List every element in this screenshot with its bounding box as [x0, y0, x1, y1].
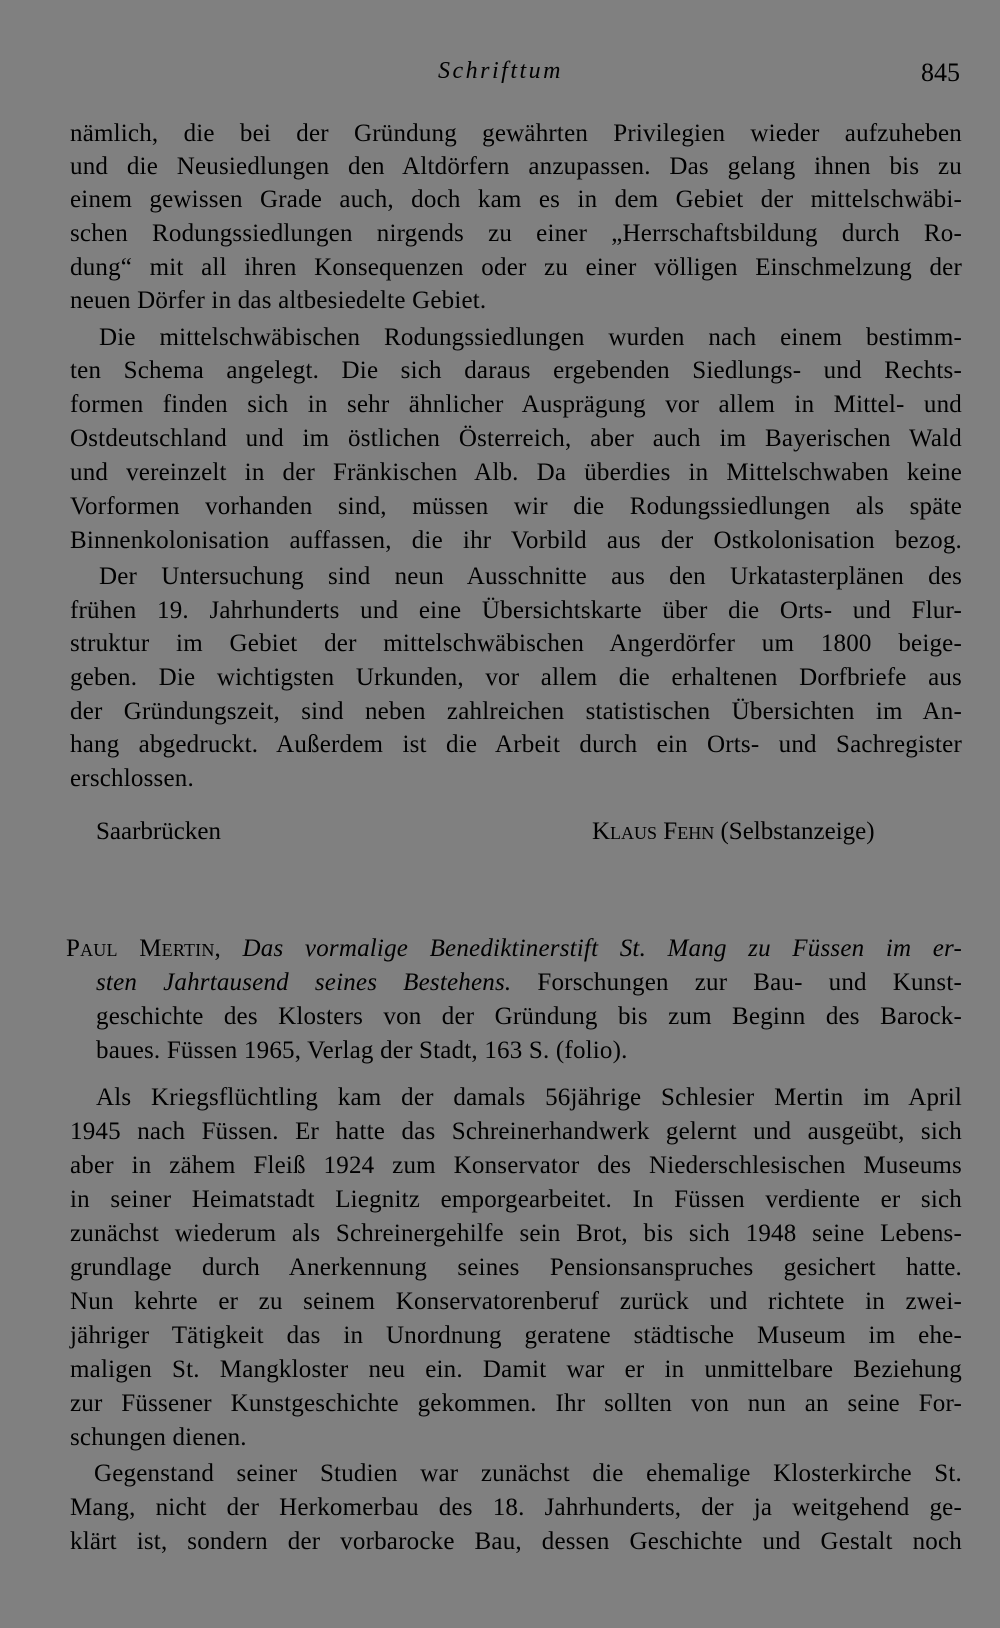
signature-author-line — [592, 818, 875, 846]
text-line: jähriger Tätigkeit das in Unordnung geratene städtische Museum im ehe- — [70, 1322, 962, 1349]
text-line: zur Füssener Kunstgeschichte gekommen. Ihr sollten von nun an seine For- — [70, 1390, 962, 1417]
text-line: formen finden sich in sehr ähnlicher Ausprägung vor allem in Mittel- und — [70, 391, 962, 418]
text-line: geben. Die wichtigsten Urkunden, vor allem die erhaltenen Dorfbriefe aus — [70, 664, 962, 691]
text-line: zunächst wiederum als Schreinergehilfe sein Brot, bis sich 1948 seine Lebens- — [70, 1220, 962, 1247]
signature-note: (Selbstanzeige) — [720, 818, 875, 845]
citation-line: Paul Mertin, Das vormalige Benediktinerstift St. Mang zu Füssen im er- — [66, 935, 963, 962]
text-line: Die mittelschwäbischen Rodungssiedlungen wurden nach einem bestimm- — [99, 324, 962, 351]
text-line: und vereinzelt in der Fränkischen Alb. Da überdies in Mittelschwaben keine — [70, 459, 962, 486]
text-line: ten Schema angelegt. Die sich daraus ergebenden Siedlungs- und Rechts- — [70, 357, 962, 384]
text-line: Ostdeutschland und im östlichen Österreich, aber auch im Bayerischen Wald — [70, 425, 962, 452]
text-line: schungen dienen. — [70, 1424, 247, 1451]
citation-line — [96, 966, 962, 999]
text-line: struktur im Gebiet der mittelschwäbischen Angerdörfer um 1800 beige- — [70, 630, 962, 657]
text-line: in seiner Heimatstadt Liegnitz emporgearbeitet. In Füssen verdiente er sich — [70, 1186, 962, 1213]
signature-place: Saarbrücken — [96, 818, 221, 845]
text-line: Der Untersuchung sind neun Ausschnitte aus den Urkatasterplänen des — [99, 563, 962, 590]
text-line: Als Kriegsflüchtling kam der damals 56jährige Schlesier Mertin im April — [96, 1084, 962, 1111]
text-line: maligen St. Mangkloster neu ein. Damit war er in unmittelbare Beziehung — [70, 1356, 962, 1383]
signature-author: Klaus Fehn — [592, 818, 715, 845]
text-line: Vorformen vorhanden sind, müssen wir die Rodungssiedlungen als späte — [70, 493, 962, 520]
book-subtitle: Forschungen zur Bau- und Kunst- — [537, 969, 962, 996]
text-line: 1945 nach Füssen. Er hatte das Schreinerhandwerk gelernt und ausgeübt, sich — [70, 1118, 962, 1145]
text-line: dung“ mit all ihren Konsequenzen oder zu einer völligen Einschmelzung der — [70, 254, 962, 281]
text-line: Nun kehrte er zu seinem Konservatorenberuf zurück und richtete in zwei- — [70, 1288, 962, 1315]
running-head-title: Schrifttum — [438, 58, 563, 84]
citation-line: baues. Füssen 1965, Verlag der Stadt, 163 S. (folio). — [96, 1037, 628, 1064]
text-line: und die Neusiedlungen den Altdörfern anzupassen. Das gelang ihnen bis zu — [70, 153, 962, 180]
text-line: der Gründungszeit, sind neben zahlreichen statistischen Übersichten im An- — [70, 698, 962, 725]
text-line: erschlossen. — [70, 765, 194, 792]
page-number: 845 — [921, 58, 960, 87]
text-line: grundlage durch Anerkennung seines Pensionsanspruches gesichert hatte. — [70, 1254, 962, 1281]
citation-line: geschichte des Klosters von der Gründung bis zum Beginn des Barock- — [96, 1003, 962, 1030]
review-author: Paul Mertin — [66, 935, 215, 962]
text-line: Mang, nicht der Herkomerbau des 18. Jahrhunderts, der ja weitgehend ge- — [70, 1494, 962, 1521]
text-line: neuen Dörfer in das altbesiedelte Gebiet. — [70, 287, 487, 314]
text-line: frühen 19. Jahrhunderts und eine Übersichtskarte über die Orts- und Flur- — [70, 597, 962, 624]
text-line: Binnenkolonisation auffassen, die ihr Vorbild aus der Ostkolonisation bezog. — [70, 527, 962, 554]
text-line: aber in zähem Fleiß 1924 zum Konservator des Niederschlesischen Museums — [70, 1152, 962, 1179]
text-line: schen Rodungssiedlungen nirgends zu einer „Herrschaftsbildung durch Ro- — [70, 220, 962, 247]
text-line: klärt ist, sondern der vorbarocke Bau, dessen Geschichte und Gestalt noch — [70, 1528, 962, 1555]
text-line: Gegenstand seiner Studien war zunächst die ehemalige Klosterkirche St. — [94, 1460, 962, 1487]
text-line: einem gewissen Grade auch, doch kam es in dem Gebiet der mittelschwäbi- — [70, 186, 962, 213]
book-title-continued: sten Jahrtausend seines Bestehens. — [96, 969, 512, 996]
book-title: Das vormalige Benediktinerstift St. Mang zu Füssen im er- — [242, 935, 963, 962]
text-line: hang abgedruckt. Außerdem ist die Arbeit durch ein Orts- und Sachregister — [70, 731, 962, 758]
text-line: nämlich, die bei der Gründung gewährten Privilegien wieder aufzuheben — [70, 120, 962, 147]
